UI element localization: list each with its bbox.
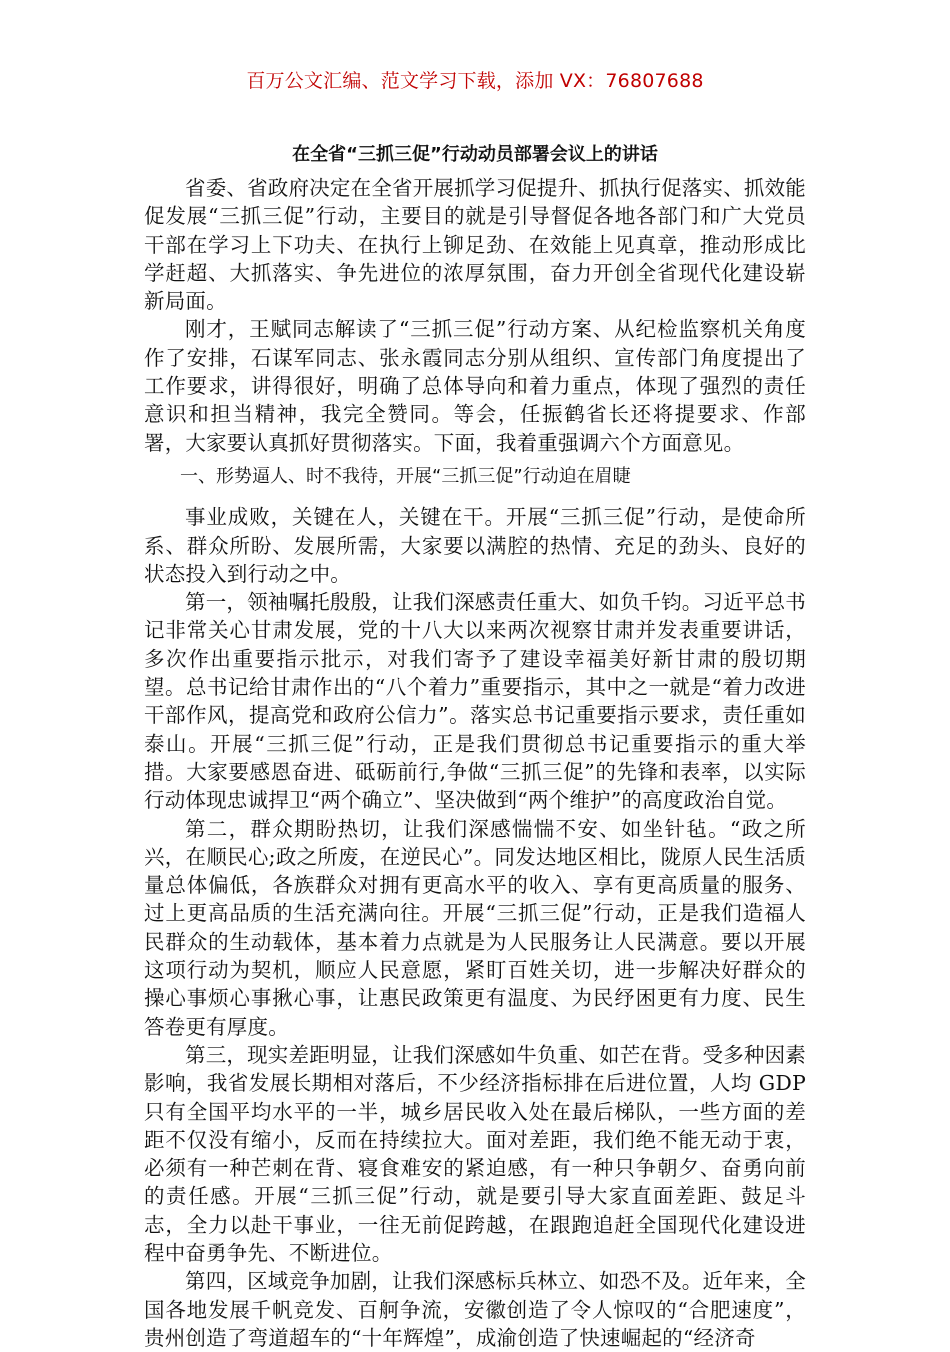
section-paragraph-3: 第二，群众期盼热切，让我们深感惴惴不安、如坐针毡。“政之所兴，在顺民心;政之所废，在逆民心”。同发达地区相比，陇原人民生活质量总体偏低，各族群众对拥有更高水平的收入、享有更高质量的服务、过上更高品质的生活充满向往。开展“三抓三促”行动，正是我们造福人民群众的生动载体，基本着力点就是为人民服务让人民满意。要以开展这项行动为契机，顺应人民意愿，紧盯百姓关切，进一步解决好群众的操心事烦心事揪心事，让惠民政策更有温度、为民纾困更有力度、民生答卷更有厚度。 xyxy=(144,816,806,1039)
document-body xyxy=(144,174,806,1352)
intro-paragraph-2: 刚才，王赋同志解读了“三抓三促”行动方案、从纪检监察机关角度作了安排，石谋军同志、张永霞同志分别从组织、宣传部门角度提出了工作要求，讲得很好，明确了总体导向和着力重点，体现了强烈的责任意识和担当精神，我完全赞同。等会，任振鹤省长还将提要求、作部署，大家要认真抓好贯彻落实。下面，我着重强调六个方面意见。 xyxy=(144,317,806,455)
intro-paragraph-1: 省委、省政府决定在全省开展抓学习促提升、抓执行促落实、抓效能促发展“三抓三促”行动，主要目的就是引导督促各地各部门和广大党员干部在学习上下功夫、在执行上铆足劲、在效能上见真章，推动形成比学赶超、大抓落实、争先进位的浓厚氛围，奋力开创全省现代化建设崭新局面。 xyxy=(144,176,806,314)
section-paragraph-2: 第一，领袖嘱托殷殷，让我们深感责任重大、如负千钧。习近平总书记非常关心甘肃发展，党的十八大以来两次视察甘肃并发表重要讲话，多次作出重要指示批示，对我们寄予了建设幸福美好新甘肃的殷切期望。总书记给甘肃作出的“八个着力”重要指示，其中之一就是“着力改进干部作风，提高党和政府公信力”。落实总书记重要指示要求，责任重如泰山。开展“三抓三促”行动，正是我们贯彻总书记重要指示的重大举措。大家要感恩奋进、砥砺前行,争做“三抓三促”的先锋和表率，以实际行动体现忠诚捍卫“两个确立”、坚决做到“两个维护”的高度政治自觉。 xyxy=(144,590,806,813)
section-paragraph-5: 第四，区域竞争加剧，让我们深感标兵林立、如恐不及。近年来，全国各地发展千帆竞发、百舸争流，安徽创造了令人惊叹的“合肥速度”，贵州创造了弯道超车的“十年辉煌”，成渝创造了快速崛起的“经济奇 xyxy=(144,1269,806,1350)
section-paragraph-4: 第三，现实差距明显，让我们深感如牛负重、如芒在背。受多种因素影响，我省发展长期相对落后，不少经济指标排在后进位置，人均 GDP 只有全国平均水平的一半，城乡居民收入处在最后梯队，一些方面的差距不仅没有缩小，反而在持续拉大。面对差距，我们绝不能无动于衷，必须有一种芒刺在背、寝食难安的紧迫感，有一种只争朝夕、奋勇向前的责任感。开展“三抓三促”行动，就是要引导大家直面差距、鼓足斗志，全力以赴干事业，一往无前促跨越，在跟跑追赶全国现代化建设进程中奋勇争先、不断进位。 xyxy=(144,1042,806,1265)
section-paragraph-1: 事业成败，关键在人，关键在干。开展“三抓三促”行动，是使命所系、群众所盼、发展所需，大家要以满腔的热情、充足的劲头、良好的状态投入到行动之中。 xyxy=(144,505,806,586)
promo-banner: 百万公文汇编、范文学习下载，添加 VX：76807688 xyxy=(246,70,704,92)
section-heading-1: 一、形势逼人、时不我待，开展“三抓三促”行动迫在眉睫 xyxy=(180,465,631,487)
document-title: 在全省“三抓三促”行动动员部署会议上的讲话 xyxy=(292,144,658,165)
